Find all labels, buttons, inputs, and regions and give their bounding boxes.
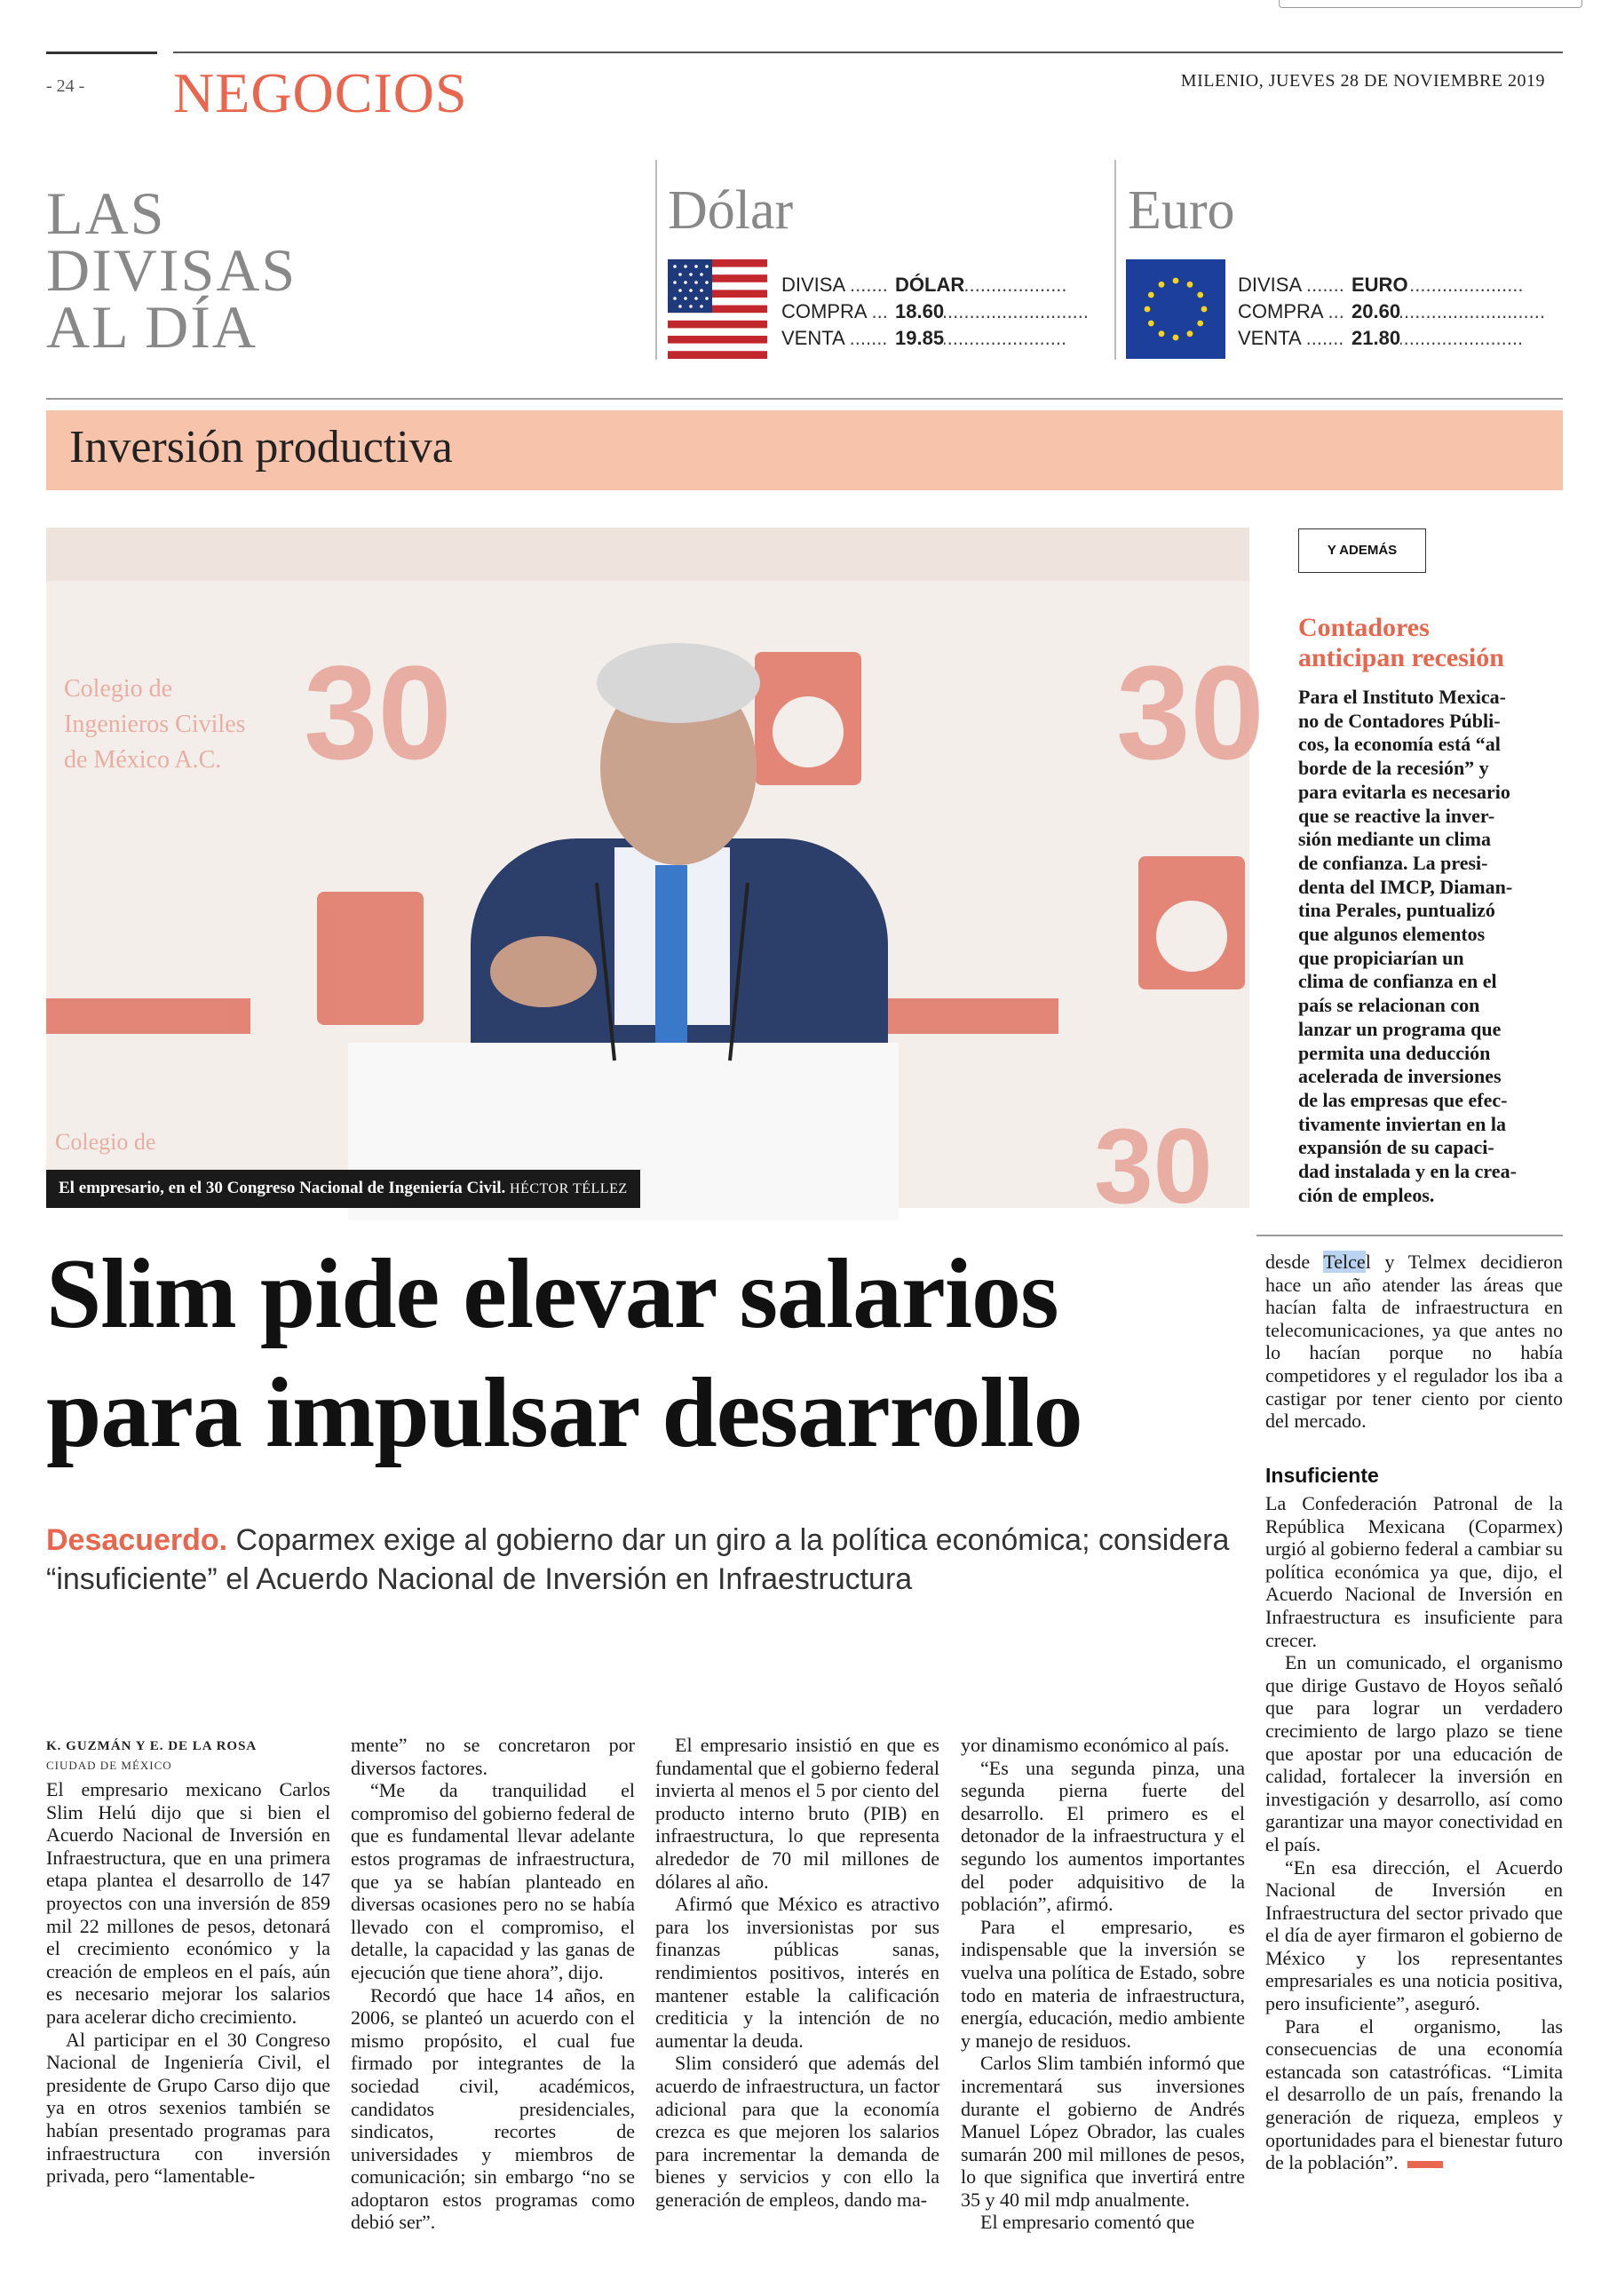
deck-lead: Desacuerdo. xyxy=(46,1523,228,1557)
dollar-rates xyxy=(781,272,1012,352)
paragraph: El empresario mexicano Carlos Slim Helú dijo que si bien el Acuerdo Nacional de Inversión en Infraestructura, que en una primera etapa plantea el desarrollo de 147 proyectos con una inversión de 859 mil 22 millones de pesos, detonará el crecimiento económico y la creación de empleos en el país, aún es necesario mejorar los salarios para acelerar dicho crecimiento. xyxy=(46,1778,330,2028)
dollar-row-venta: VENTA ..... 19.85 xyxy=(781,325,1012,352)
header-rule-main xyxy=(173,52,1563,53)
paragraph: El empresario insistió en que es fundamental que el gobierno federal invierta al menos el 5 por ciento del producto interno bruto (PIB) en infraestructura, lo que representa alrededor de 70 mil millones de dólares al año. xyxy=(655,1734,939,1893)
paragraph: mente” no se concretaron por diversos factores. xyxy=(351,1734,635,1779)
body-column-4 xyxy=(961,1734,1245,2234)
euro-row-venta: VENTA ..... 21.80 xyxy=(1238,325,1469,352)
currency-block xyxy=(0,151,1609,400)
paragraph: El empresario comentó que xyxy=(980,2211,1195,2234)
currency-divider-2 xyxy=(1114,160,1116,360)
dollar-title: Dólar xyxy=(668,180,794,241)
dollar-row-compra: COMPRA ..... 18.60 xyxy=(781,298,1012,325)
paragraph: Al participar en el 30 Congreso Nacional de Ingeniería Civil, el presidente de Grupo Carso dijo que ya en otros sexenios también se habían presentado programas para infraestructura con inversión privada, pero “lamentable- xyxy=(46,2028,330,2188)
svg-text:30: 30 xyxy=(1116,638,1264,787)
paragraph: Para el empresario, es indispensable que la inversión se vuelva una política de Estado, sobre todo en materia de infraestructura, energía, educación, medio ambiente y manejo de residuos. xyxy=(961,1915,1245,2052)
paragraph: yor dinamismo económico al país. xyxy=(961,1734,1230,1756)
deck-text: Coparmex exige al gobierno dar un giro a la política económica; considera “insuficiente” el Acuerdo Nacional de Inversión en Infraestructura xyxy=(46,1523,1230,1596)
dollar-row-divisa: DIVISA ..... DÓLAR xyxy=(781,272,1012,298)
article-photo xyxy=(46,528,1264,1226)
paragraph: Slim consideró que además del acuerdo de infraestructura, un factor adicional para que la economía crezca es que mejoren los salarios para incrementar la demanda de bienes y servicios y con ello la generación de empleos, dando ma- xyxy=(655,2052,939,2211)
paragraph: Afirmó que México es atractivo para los inversionistas por sus finanzas públicas sanas, rendimientos positivos, interés en mantener estable la calificación crediticia y la intención de no aumentar la deuda. xyxy=(655,1893,939,2052)
byline: K. GUZMÁN Y E. DE LA ROSA xyxy=(46,1739,258,1753)
section-title: NEGOCIOS xyxy=(173,61,468,124)
subhead-insuficiente: Insuficiente xyxy=(1265,1464,1379,1487)
paragraph: En un comunicado, el organismo que dirige Gustavo de Hoyos señaló que para lograr un verdadero crecimiento de largo plazo se tiene que apostar por una educación de calidad, fortalecer la inversión en investigación y desarrollo, así como garantizar una mayor conectividad en el país. xyxy=(1265,1651,1563,1855)
highlighted-text: Telce xyxy=(1323,1251,1366,1273)
svg-text:Ingenieros Civiles: Ingenieros Civiles xyxy=(64,711,246,738)
sidebar-tag: Y ADEMÁS xyxy=(1298,528,1426,573)
paragraph: Para el organismo, las consecuencias de una economía estancada son catastróficas. “Limita el desarrollo de un país, frenando la generación de riqueza, empleos y oportunidades para el bienestar futuro de la población”. xyxy=(1265,2014,1563,2174)
svg-text:Colegio de: Colegio de xyxy=(64,675,173,703)
body-column-1 xyxy=(46,1778,330,2188)
euro-row-divisa: DIVISA ..... EURO xyxy=(1238,272,1469,298)
body-column-5 xyxy=(1265,1251,1563,1433)
end-mark xyxy=(1407,2161,1443,2168)
body-column-5-continued xyxy=(1265,1492,1563,2174)
svg-text:30: 30 xyxy=(1094,1107,1213,1226)
eu-flag-icon xyxy=(1126,259,1225,359)
corner-box xyxy=(1279,0,1582,8)
sidebar-headline: Contadores anticipan recesión xyxy=(1298,613,1504,672)
paragraph: desde Telcel y Telmex decidieron hace un año atender las áreas que hacían falta de infraestructura en telecomunicaciones, ya que antes no lo hacían porque no había competidores y el regulador los iba a castigar por tener ciento por ciento del mercado. xyxy=(1265,1251,1563,1433)
euro-rates xyxy=(1238,272,1469,352)
divisas-title: LAS DIVISAS AL DÍA xyxy=(46,179,297,361)
svg-text:30: 30 xyxy=(304,638,452,787)
us-flag-icon xyxy=(668,259,767,359)
banner-title: Inversión productiva xyxy=(69,422,453,473)
svg-text:de México A.C.: de México A.C. xyxy=(64,746,222,774)
euro-row-compra: COMPRA ..... 20.60 xyxy=(1238,298,1469,325)
euro-title: Euro xyxy=(1128,180,1235,241)
photo-caption xyxy=(46,1170,640,1208)
currency-bottom-rule xyxy=(46,398,1563,400)
photo-illustration xyxy=(46,528,1264,1226)
article-deck xyxy=(46,1521,1254,1599)
paragraph: La Confederación Patronal de la República Mexicana (Coparmex) urgió al gobierno federal a cambiar su política económica ya que, dijo, el Acuerdo Nacional de Inversión en Infraestructura es insuficiente para crecer. xyxy=(1265,1492,1563,1651)
body-column-3 xyxy=(655,1734,939,2211)
currency-divider-1 xyxy=(655,160,657,360)
section-banner xyxy=(46,410,1563,490)
dateline: MILENIO, JUEVES 28 DE NOVIEMBRE 2019 xyxy=(1180,71,1545,91)
svg-text:Colegio de: Colegio de xyxy=(55,1129,156,1155)
paragraph: Recordó que hace 14 años, en 2006, se planteó un acuerdo con el mismo propósito, el cual fue firmado por integrantes de la sociedad civil, académicos, candidatos presidenciales, sindicatos, recortes de universidades y miembros de comunicación; sin embargo “no se adoptaron estos programas como debió ser”. xyxy=(351,1983,635,2234)
sidebar-body: Para el Instituto Mexica- no de Contadores Públi- cos, la economía está “al borde de la recesión” y para evitarla es necesario que se reactive la inver- sión mediante un clima de confianza. La presi- denta del IMCP, Diaman- tina Perales, puntualizó que algunos elementos que propiciarían un clima de confianza en el país se relacionan con lanzar un programa que permita una deducción acelerada de inversiones de las empresas que efec- tivamente inviertan en la expansión de su capaci- dad instalada y en la crea- ción de empleos. xyxy=(1298,686,1517,1206)
body-column-2 xyxy=(351,1734,635,2234)
paragraph: “Me da tranquilidad el compromiso del gobierno federal de que es fundamental llevar adelante estos programas de infraestructura, que ya se habían planteado en diversas ocasiones pero no se había llevado con el compromiso, el detalle, la capacidad y las ganas de ejecución que tiene ahora”, dijo. xyxy=(351,1779,635,1983)
dateline-city: CIUDAD DE MÉXICO xyxy=(46,1759,172,1772)
caption-text: El empresario, en el 30 Congreso Nacional de Ingeniería Civil. xyxy=(59,1179,506,1197)
page-number: - 24 - xyxy=(46,76,85,96)
caption-credit: HÉCTOR TÉLLEZ xyxy=(510,1181,628,1196)
header-rule-left xyxy=(46,52,157,54)
paragraph: “Es una segunda pinza, una segunda pierna fuerte del desarrollo. El primero es el detonador de la infraestructura y el segundo los aumentos importantes del poder adquisitivo de la población”, afirmó. xyxy=(961,1756,1245,1916)
paragraph: Carlos Slim también informó que incrementará sus inversiones durante el gobierno de Andrés Manuel López Obrador, las cuales sumarán 200 mil millones de pesos, lo que significa que invertirá entre 35 y 40 mil mdp anualmente. xyxy=(961,2052,1245,2211)
sidebar-bottom-rule xyxy=(1256,1235,1563,1236)
paragraph: “En esa dirección, el Acuerdo Nacional de Inversión en Infraestructura del sector privado que el día de ayer firmaron el gobierno de México y los representantes empresariales es una noticia positiva, pero insuficiente”, aseguró. xyxy=(1265,1855,1563,2015)
article-headline: Slim pide elevar salarios para impulsar desarrollo xyxy=(46,1239,1082,1468)
